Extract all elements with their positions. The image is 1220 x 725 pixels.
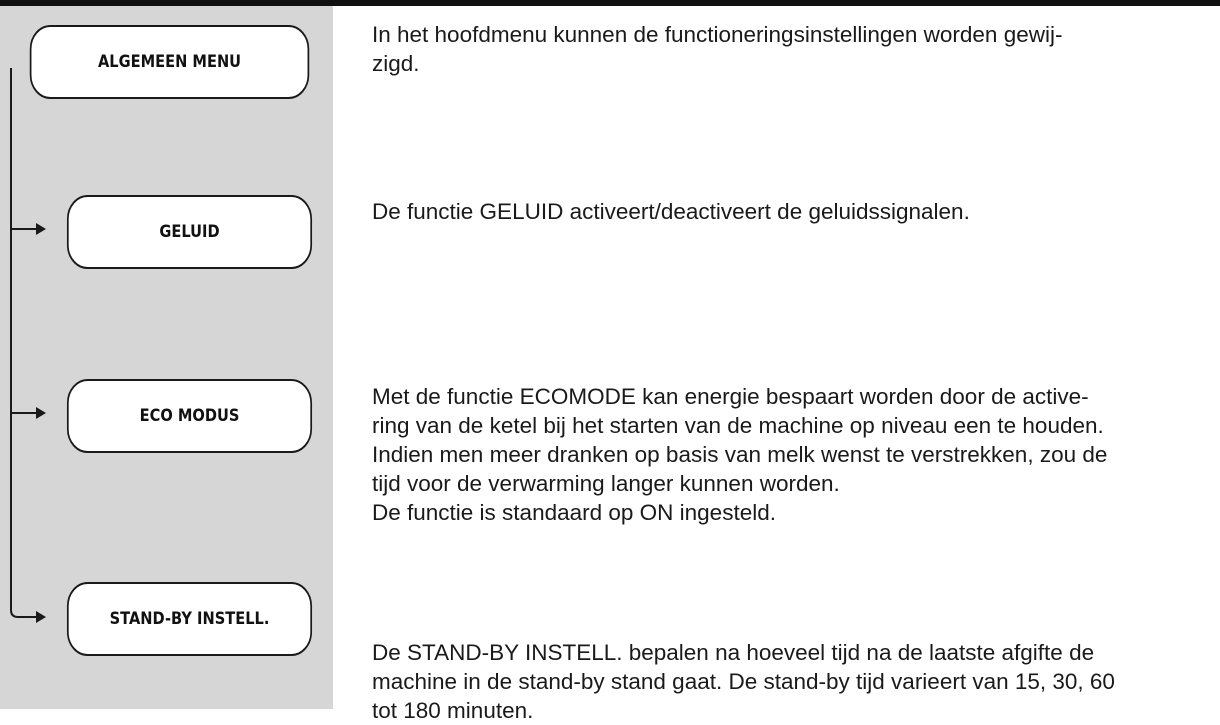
- menu-item-label: ECO MODUS: [139, 406, 240, 426]
- description-algemeen-menu: In het hoofdmenu kunnen de functioneringsinstellingen worden gewij- zigd.: [372, 22, 1063, 76]
- description-geluid: De functie GELUID activeert/deactiveert de geluidssignalen.: [372, 199, 970, 224]
- menu-tree-connector: [0, 0, 60, 709]
- arrow-right-icon: [36, 611, 46, 623]
- menu-item-stand-by-instell[interactable]: [67, 582, 312, 656]
- description-eco-modus: Met de functie ECOMODE kan energie bespaart worden door de active- ring van de ketel bij het starten van de machine op niveau een te houden. Indien men meer dranken op basis van melk wenst te verstrekken, zou de tijd voor de verwarming langer kunnen worden. De functie is standaard op ON ingesteld.: [372, 384, 1108, 525]
- menu-item-geluid[interactable]: [67, 195, 312, 269]
- menu-item-algemeen-menu[interactable]: [30, 25, 310, 99]
- menu-item-label: STAND-BY INSTELL.: [109, 609, 270, 629]
- menu-item-eco-modus[interactable]: [67, 379, 312, 453]
- menu-item-label: GELUID: [159, 222, 220, 242]
- description-stand-by-instell: De STAND-BY INSTELL. bepalen na hoeveel tijd na de laatste afgifte de machine in de stand-by stand gaat. De stand-by tijd varieert van 15, 30, 60 tot 180 minuten.: [372, 640, 1115, 723]
- arrow-right-icon: [36, 407, 46, 419]
- menu-item-label: ALGEMEEN MENU: [97, 52, 242, 72]
- arrow-right-icon: [36, 223, 46, 235]
